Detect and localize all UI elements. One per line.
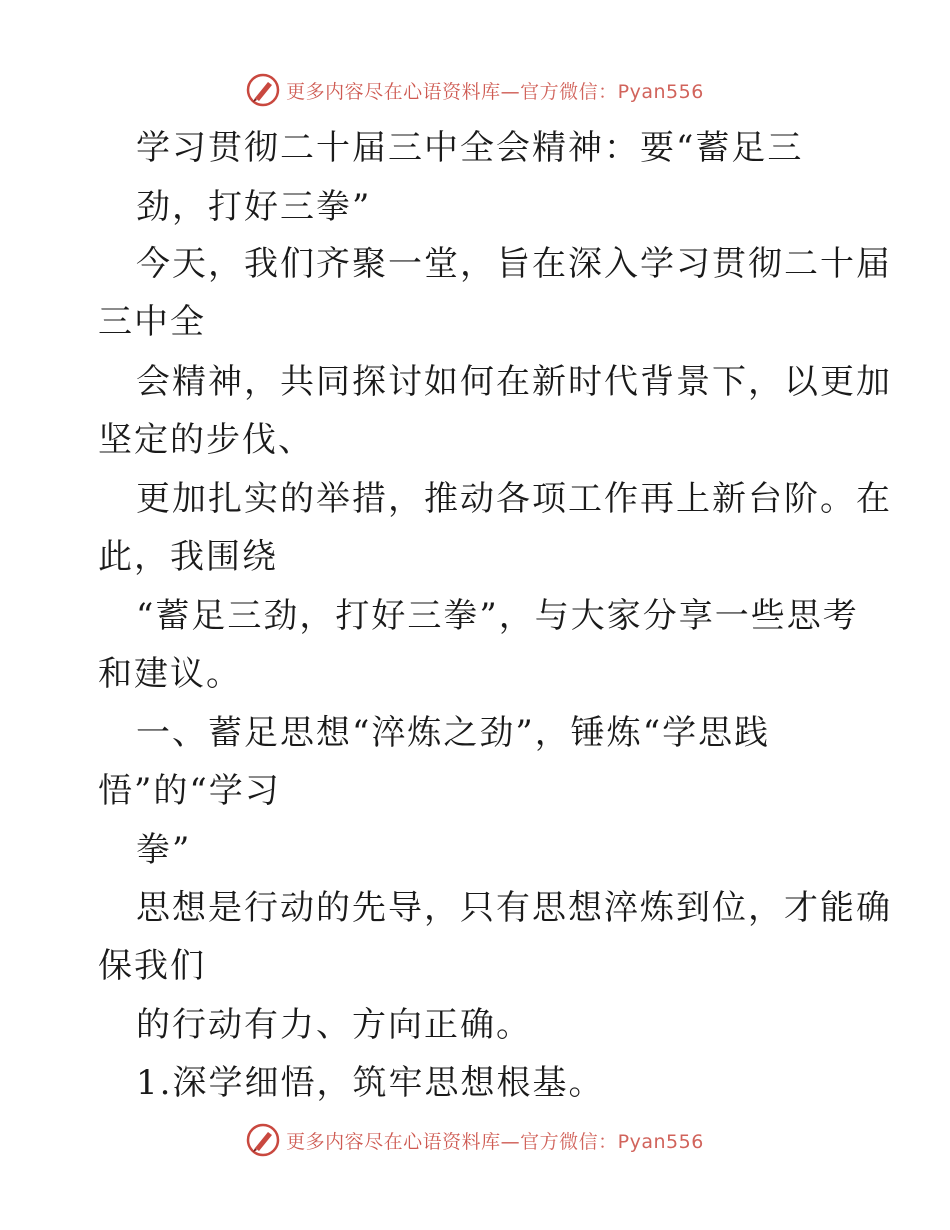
paragraph-line: 和建议。 [98,654,242,694]
section-heading-line-1: 一、蓄足思想“淬炼之劲”，锤炼“学思践 [136,713,771,753]
paragraph-line: 更加扎实的举措，推动各项工作再上新台阶。在 [136,479,892,519]
paragraph-line: 今天，我们齐聚一堂，旨在深入学习贯彻二十届 [136,244,892,284]
pen-logo-icon [246,73,280,107]
watermark-text: 更多内容尽在心语资料库— [286,80,521,103]
subheading-line: 1.深学细悟，筑牢思想根基。 [136,1063,605,1103]
title-line-1: 学习贯彻二十届三中全会精神：要“蓄足三 [136,128,804,168]
paragraph-line: 此，我围绕 [98,537,278,577]
paragraph-line: 会精神，共同探讨如何在新时代背景下，以更加 [136,362,892,402]
paragraph-line: 保我们 [98,946,206,986]
section-heading-line-2: 悟”的“学习 [98,771,281,811]
watermark-text: 更多内容尽在心语资料库— [286,1130,521,1153]
watermark-wechat: 官方微信：Pyan556 [520,80,704,103]
watermark-header [0,70,950,110]
watermark-footer [0,1120,950,1160]
paragraph-line: “蓄足三劲，打好三拳”，与大家分享一些思考 [136,596,859,636]
watermark-wechat: 官方微信：Pyan556 [520,1130,704,1153]
section-heading-line-3: 拳” [136,830,192,870]
title-line-2: 劲，打好三拳” [136,187,372,227]
paragraph-line: 坚定的步伐、 [98,420,314,460]
paragraph-line: 的行动有力、方向正确。 [136,1005,532,1045]
paragraph-line: 思想是行动的先导，只有思想淬炼到位，才能确 [136,888,892,928]
paragraph-line: 三中全 [98,302,206,342]
pen-logo-icon [246,1123,280,1157]
